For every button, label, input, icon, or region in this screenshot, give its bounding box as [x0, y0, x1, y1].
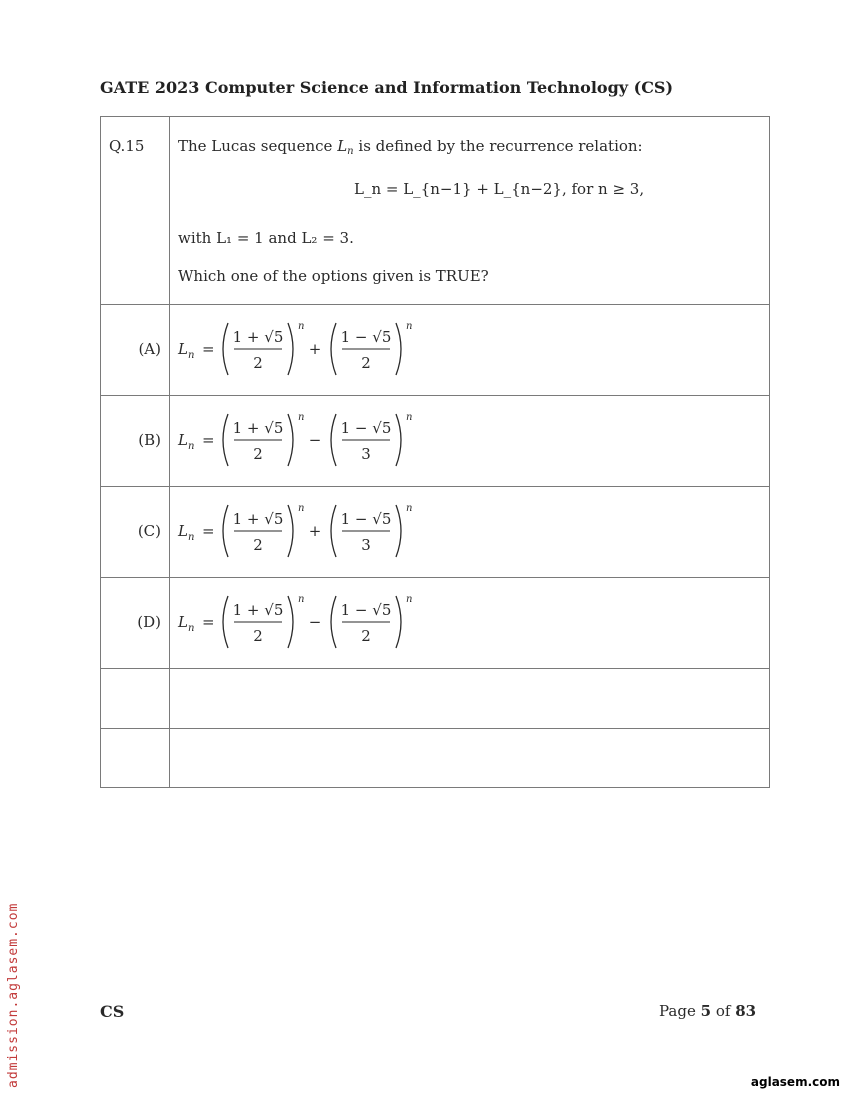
question-intro — [178, 137, 643, 157]
term1-right-paren — [288, 414, 293, 466]
term1-exponent: n — [298, 503, 305, 514]
option-b-svg — [178, 408, 438, 472]
option-a-label: (A) — [138, 340, 161, 358]
term2-left-paren — [331, 414, 336, 466]
question-number: Q.15 — [109, 137, 145, 155]
term2-denominator: 3 — [361, 445, 371, 463]
row-divider — [101, 304, 769, 305]
term1-left-paren — [223, 414, 228, 466]
equals-sign: = — [202, 613, 215, 631]
term1-numerator: 1 + √5 — [232, 601, 284, 619]
term2-numerator: 1 − √5 — [340, 328, 392, 346]
term2-denominator: 2 — [361, 627, 371, 645]
term1-right-paren — [288, 596, 293, 648]
recurrence-equation-text: L_n = L_{n−1} + L_{n−2}, for n ≥ 3, — [354, 180, 645, 198]
operator: + — [308, 340, 322, 358]
lhs-symbol: L — [178, 431, 188, 449]
term2-denominator: 2 — [361, 354, 371, 372]
term1-denominator: 2 — [253, 536, 263, 554]
term2-left-paren — [331, 596, 336, 648]
row-divider — [101, 728, 769, 729]
term1-exponent: n — [298, 594, 305, 605]
option-d-svg — [178, 590, 438, 654]
option-d-label: (D) — [137, 613, 161, 631]
term1-denominator: 2 — [253, 354, 263, 372]
term1-numerator: 1 + √5 — [232, 328, 284, 346]
operator: + — [308, 522, 322, 540]
watermark-url: admission.aglasem.com — [6, 902, 21, 1088]
column-divider — [169, 117, 170, 787]
page-of: of — [715, 1002, 731, 1020]
term1-denominator: 2 — [253, 627, 263, 645]
option-c-label: (C) — [137, 522, 161, 540]
equals-sign: = — [202, 431, 215, 449]
lucas-symbol: $L_n$ — [337, 137, 354, 157]
option-d-formula — [178, 590, 438, 654]
lhs-subscript: n — [188, 441, 195, 452]
row-divider — [101, 395, 769, 396]
term1-exponent: n — [298, 412, 305, 423]
lhs-subscript: n — [188, 350, 195, 361]
question-prompt: Which one of the options given is TRUE? — [178, 267, 489, 285]
term2-right-paren — [396, 323, 401, 375]
term1-exponent: n — [298, 321, 305, 332]
intro-text: The Lucas sequence — [178, 137, 333, 155]
option-a-formula — [178, 317, 438, 381]
term1-left-paren — [223, 323, 228, 375]
page-header-title: GATE 2023 Computer Science and Information Technology (CS) — [100, 78, 674, 97]
page-prefix: Page — [659, 1002, 696, 1020]
footer-subject-code: CS — [100, 1002, 125, 1021]
lhs-subscript: n — [188, 623, 195, 634]
term1-right-paren — [288, 505, 293, 557]
lhs-symbol: L — [178, 522, 188, 540]
brand-logo-text: aglasem.com — [750, 1075, 840, 1089]
equals-sign: = — [202, 340, 215, 358]
row-divider — [101, 486, 769, 487]
page-total: 83 — [735, 1002, 757, 1020]
recurrence-equation-svg — [354, 177, 645, 201]
term1-denominator: 2 — [253, 445, 263, 463]
term1-left-paren — [223, 505, 228, 557]
term1-right-paren — [288, 323, 293, 375]
term2-numerator: 1 − √5 — [340, 601, 392, 619]
term2-exponent: n — [406, 594, 413, 605]
term1-numerator: 1 + √5 — [232, 510, 284, 528]
term2-right-paren — [396, 596, 401, 648]
page-current: 5 — [700, 1002, 712, 1020]
row-divider — [101, 577, 769, 578]
operator: − — [308, 613, 322, 631]
term2-exponent: n — [406, 321, 413, 332]
footer-page-number — [659, 1002, 756, 1020]
term1-left-paren — [223, 596, 228, 648]
recurrence-equation — [354, 177, 645, 205]
term2-numerator: 1 − √5 — [340, 419, 392, 437]
option-a-svg — [178, 317, 438, 381]
option-b-label: (B) — [138, 431, 161, 449]
term2-denominator: 3 — [361, 536, 371, 554]
initial-conditions — [178, 227, 378, 253]
question-table — [100, 116, 770, 788]
lhs-symbol: L — [178, 340, 188, 358]
operator: − — [308, 431, 322, 449]
term2-left-paren — [331, 505, 336, 557]
term2-numerator: 1 − √5 — [340, 510, 392, 528]
term2-exponent: n — [406, 503, 413, 514]
equals-sign: = — [202, 522, 215, 540]
term2-right-paren — [396, 505, 401, 557]
option-b-formula — [178, 408, 438, 472]
lhs-subscript: n — [188, 532, 195, 543]
lhs-symbol: L — [178, 613, 188, 631]
term1-numerator: 1 + √5 — [232, 419, 284, 437]
term2-exponent: n — [406, 412, 413, 423]
initial-conditions-text: with L₁ = 1 and L₂ = 3. — [178, 229, 354, 247]
intro-rest: is defined by the recurrence relation: — [358, 137, 643, 155]
initial-conditions-svg — [178, 227, 378, 249]
option-c-svg — [178, 499, 438, 563]
option-c-formula — [178, 499, 438, 563]
term2-left-paren — [331, 323, 336, 375]
term2-right-paren — [396, 414, 401, 466]
row-divider — [101, 668, 769, 669]
